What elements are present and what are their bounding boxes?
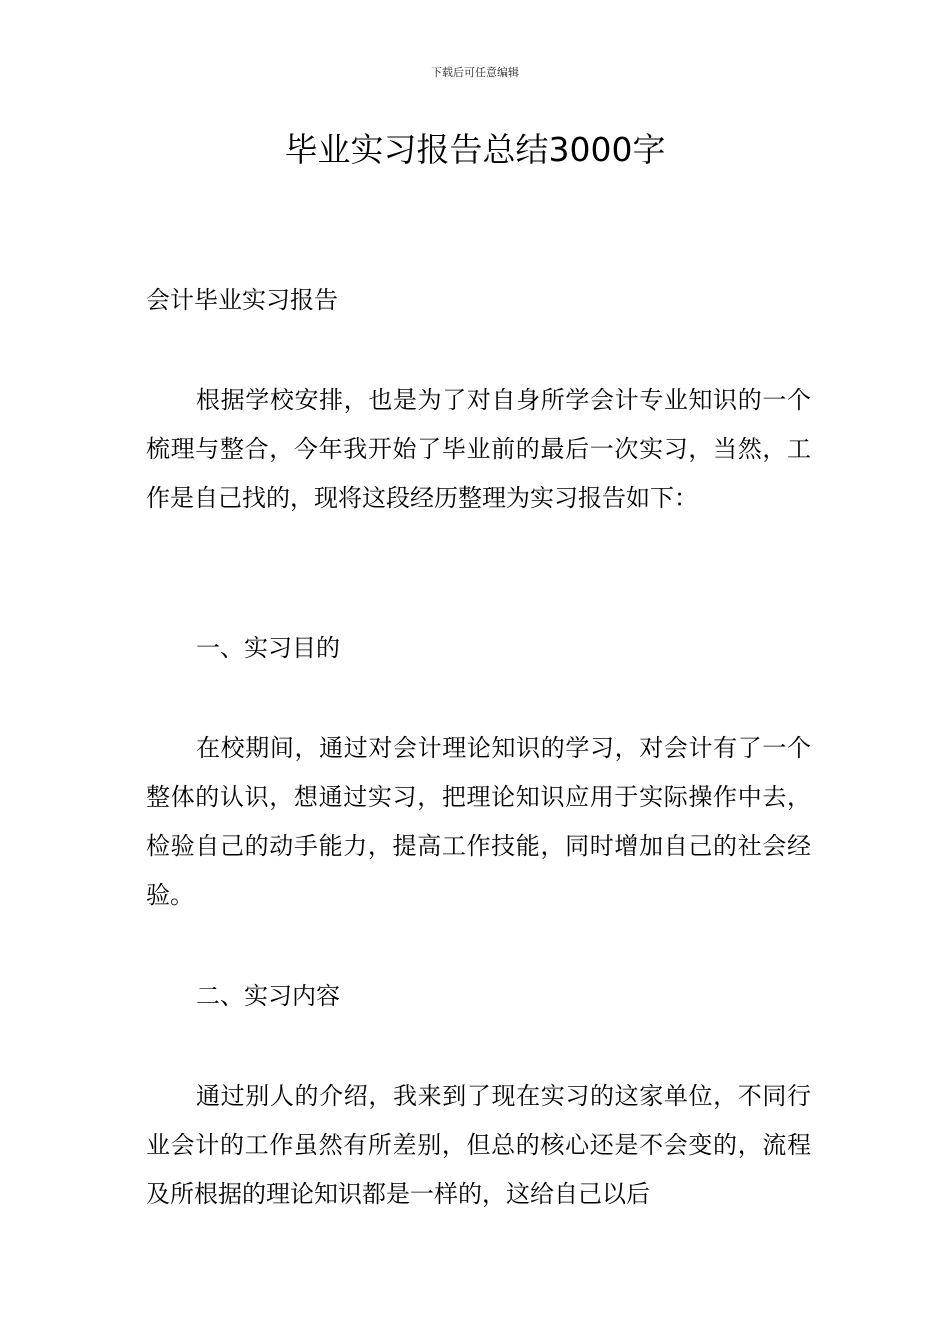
- content-paragraph: 通过别人的介绍，我来到了现在实习的这家单位，不同行业会计的工作虽然有所差别，但总的核心还是不会变的，流程及所根据的理论知识都是一样的，这给自己以后: [146, 1082, 811, 1208]
- intro-paragraph: 根据学校安排，也是为了对自身所学会计专业知识的一个梳理与整合，今年我开始了毕业前的最后一次实习，当然，工作是自己找的，现将这段经历整理为实习报告如下：: [146, 386, 811, 512]
- purpose-paragraph: 在校期间，通过对会计理论知识的学习，对会计有了一个整体的认识，想通过实习，把理论知识应用于实际操作中去，检验自己的动手能力，提高工作技能，同时增加自己的社会经验。: [146, 734, 811, 909]
- document-title: 毕业实习报告总结3000字: [284, 130, 666, 169]
- section-heading-purpose: 一、实习目的: [196, 634, 340, 662]
- header-note: 下载后可任意编辑: [431, 66, 519, 79]
- section-heading-content: 二、实习内容: [196, 982, 340, 1010]
- report-subtitle: 会计毕业实习报告: [146, 286, 338, 314]
